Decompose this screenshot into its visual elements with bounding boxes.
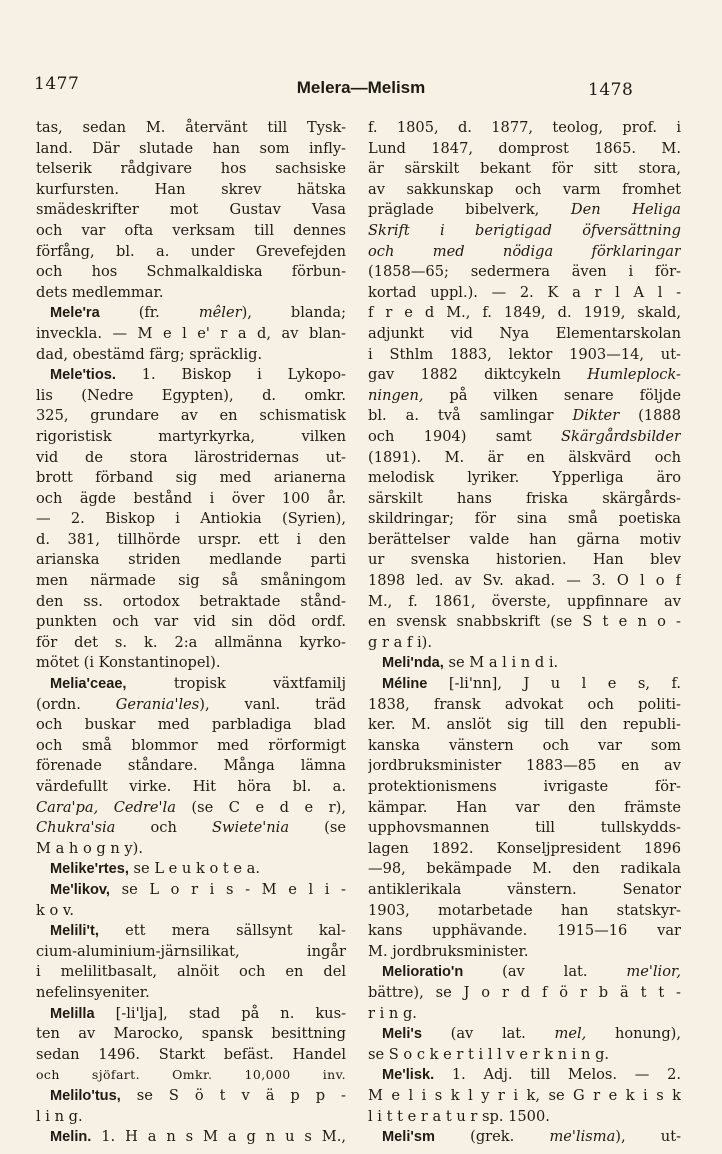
text-line bbox=[36, 1065, 346, 1086]
text-line bbox=[36, 262, 346, 283]
text-line bbox=[36, 406, 346, 427]
text: sedan 1496. Starkt befäst. Handel bbox=[36, 1045, 346, 1063]
text: och små blommor med rörformigt bbox=[36, 736, 346, 754]
text: 1838, fransk advokat och politi- bbox=[368, 695, 681, 713]
text-line bbox=[36, 592, 346, 613]
text-line bbox=[368, 427, 681, 448]
entry-headword-line bbox=[368, 1065, 681, 1086]
text-line bbox=[36, 118, 346, 139]
text: inveckla. — M e l e' r a d, av blan- bbox=[36, 324, 346, 342]
text-line bbox=[36, 612, 346, 633]
text: bl. a. två samlingar bbox=[368, 407, 573, 425]
entry-headword-line bbox=[36, 1127, 346, 1148]
text: adjunkt vid Nya Elementarskolan bbox=[368, 324, 681, 342]
text: mötet (i Konstantinopel). bbox=[36, 654, 221, 672]
text-line bbox=[368, 1004, 681, 1025]
headword: Melili't, bbox=[50, 923, 99, 940]
headword: Meli'sm bbox=[382, 1129, 435, 1146]
text-line bbox=[36, 180, 346, 201]
text: 1898 led. av Sv. akad. — 3. O l o f bbox=[368, 572, 681, 590]
text-line bbox=[368, 180, 681, 201]
left-column bbox=[36, 118, 346, 1148]
text-line bbox=[36, 530, 346, 551]
text-line bbox=[36, 736, 346, 757]
text: M a h o g n y). bbox=[36, 839, 143, 857]
text: ker. M. anslöt sig till den republi- bbox=[368, 716, 681, 734]
italic-text: me'lior, bbox=[626, 963, 681, 981]
text-line bbox=[368, 736, 681, 757]
text-line bbox=[36, 1107, 346, 1128]
text: 1. Adj. till Melos. — 2. bbox=[434, 1066, 681, 1084]
headword: Me'likov, bbox=[50, 881, 110, 898]
italic-text: Skärgårdsbilder bbox=[561, 427, 681, 445]
text-line bbox=[36, 571, 346, 592]
entry-headword-line bbox=[368, 1127, 681, 1148]
text: f r e d M., f. 1849, d. 1919, skald, bbox=[368, 304, 681, 322]
headword: Melilo'tus, bbox=[50, 1087, 121, 1104]
text: dets medlemmar. bbox=[36, 283, 164, 301]
text-line bbox=[36, 653, 346, 674]
text-line bbox=[36, 221, 346, 242]
text: se L e u k o t e a. bbox=[128, 860, 260, 878]
text-line bbox=[36, 283, 346, 304]
text: på vilken senare följde bbox=[423, 386, 681, 404]
text: 1. Biskop i Lykopo- bbox=[115, 366, 346, 384]
text-line bbox=[36, 962, 346, 983]
text: vid de stora lärostridernas ut- bbox=[36, 448, 346, 466]
entry-headword-line bbox=[36, 674, 346, 695]
text-line bbox=[36, 345, 346, 366]
text-line bbox=[36, 468, 346, 489]
text: och bbox=[115, 819, 212, 837]
text: cium-aluminium-järnsilikat, ingår bbox=[36, 942, 346, 960]
text: en svensk snabbskrift (se S t e n o - bbox=[368, 613, 681, 631]
text: k o v. bbox=[36, 901, 75, 919]
text-line bbox=[368, 406, 681, 427]
entry-headword-line bbox=[368, 653, 681, 674]
text-line bbox=[368, 715, 681, 736]
text: brott förband sig med arianerna bbox=[36, 469, 346, 487]
right-page-number: 1478 bbox=[588, 80, 634, 100]
text-line bbox=[36, 756, 346, 777]
text-line bbox=[368, 489, 681, 510]
text-line bbox=[368, 1107, 681, 1128]
text-line bbox=[368, 365, 681, 386]
text: se S ö t v ä p p - bbox=[120, 1086, 346, 1104]
headword: Melike'rtes, bbox=[50, 861, 129, 878]
text: av sakkunskap och varm fromhet bbox=[368, 180, 681, 198]
text: särskilt hans friska skärgårds- bbox=[368, 489, 681, 507]
headword: Melin. bbox=[50, 1129, 92, 1146]
text-line bbox=[36, 200, 346, 221]
italic-text: Den Heliga bbox=[570, 201, 681, 219]
text: dad, obestämd färg; spräcklig. bbox=[36, 345, 263, 363]
text: (1891). M. är en älskvärd och bbox=[368, 448, 681, 466]
headword: Méline bbox=[382, 676, 428, 693]
text: kans upphävande. 1915—16 var bbox=[368, 922, 681, 940]
text: melodisk lyriker. Ypperliga äro bbox=[368, 469, 681, 487]
text-line bbox=[368, 633, 681, 654]
text-line bbox=[36, 386, 346, 407]
text: M. jordbruksminister. bbox=[368, 942, 529, 960]
italic-text: Dikter bbox=[572, 407, 620, 425]
text-line bbox=[36, 901, 346, 922]
text-line bbox=[36, 695, 346, 716]
text: (av lat. bbox=[421, 1025, 555, 1043]
text-line bbox=[36, 1045, 346, 1066]
text: 325, grundare av en schismatisk bbox=[36, 407, 346, 425]
text: antiklerikala vänstern. Senator bbox=[368, 880, 681, 898]
text-line bbox=[368, 901, 681, 922]
text-line bbox=[36, 798, 346, 819]
text: ett mera sällsynt kal- bbox=[98, 922, 346, 940]
text-line bbox=[368, 468, 681, 489]
text: värdefullt virke. Hit höra bl. a. bbox=[36, 778, 346, 795]
entry-headword-line bbox=[368, 674, 681, 695]
text-line bbox=[368, 571, 681, 592]
text: ), ut- bbox=[615, 1128, 681, 1146]
text: (1858—65; sedermera även i för- bbox=[368, 263, 681, 281]
text: M e l i s k l y r i k, se G r e k i s k bbox=[368, 1086, 681, 1104]
text: upphovsmannen till tullskydds- bbox=[368, 819, 681, 837]
headword: Meli's bbox=[382, 1026, 422, 1043]
text-line bbox=[368, 942, 681, 963]
text: l i n g. bbox=[36, 1107, 83, 1125]
text: kurfursten. Han skrev hätska bbox=[36, 180, 346, 198]
text-line bbox=[368, 159, 681, 180]
italic-text: me'lisma bbox=[549, 1128, 616, 1146]
text: f. 1805, d. 1877, teolog, prof. i bbox=[368, 119, 681, 136]
text: i Sthlm 1883, lektor 1903—14, ut- bbox=[368, 345, 681, 363]
text: ur svenska historien. Han blev bbox=[368, 551, 681, 569]
entry-headword-line bbox=[36, 880, 346, 901]
text: och var ofta verksam till dennes bbox=[36, 221, 346, 239]
text: 1903, motarbetade han statskyr- bbox=[368, 901, 681, 919]
text: se S o c k e r t i l l v e r k n i n g. bbox=[368, 1045, 610, 1063]
text: (se bbox=[289, 819, 346, 837]
text: —98, bekämpade M. den radikala bbox=[368, 860, 681, 878]
text: den ss. ortodox betraktade stånd- bbox=[36, 592, 346, 610]
text: — 2. Biskop i Antiokia (Syrien), bbox=[36, 510, 346, 528]
text: gav 1882 diktcykeln bbox=[368, 366, 588, 384]
text-line bbox=[36, 633, 346, 654]
text: smädeskrifter mot Gustav Vasa bbox=[36, 201, 346, 219]
text-line bbox=[36, 715, 346, 736]
running-title: Melera—Melism bbox=[296, 78, 426, 97]
text-line bbox=[368, 859, 681, 880]
text: protektionismens ivrigaste för- bbox=[368, 778, 681, 795]
text: (se C e d e r), bbox=[175, 798, 346, 816]
text-line bbox=[36, 324, 346, 345]
text: (grek. bbox=[434, 1128, 550, 1146]
text: arianska striden medlande parti bbox=[36, 551, 346, 569]
text: kanska vänstern och var som bbox=[368, 736, 681, 754]
text: och sjöfart. Omkr. 10,000 inv. bbox=[36, 1067, 346, 1083]
headword: Mele'tios. bbox=[50, 367, 116, 384]
text-line bbox=[36, 983, 346, 1004]
text: d. 381, tillhörde urspr. ett i den bbox=[36, 530, 346, 548]
text-line bbox=[368, 798, 681, 819]
text-line bbox=[368, 1086, 681, 1107]
text-line bbox=[368, 200, 681, 221]
text-line bbox=[368, 242, 681, 263]
text-line bbox=[368, 550, 681, 571]
text-line bbox=[368, 592, 681, 613]
text: bättre), se J o r d f ö r b ä t t - bbox=[368, 983, 681, 1001]
text-line bbox=[368, 262, 681, 283]
text-line bbox=[368, 695, 681, 716]
text-line bbox=[368, 345, 681, 366]
italic-text: och med nödiga förklaringar bbox=[368, 242, 681, 260]
entry-headword-line bbox=[368, 1024, 681, 1045]
text: är särskilt bekant för sitt stora, bbox=[368, 160, 681, 178]
text: 1. H a n s M a g n u s M., bbox=[91, 1128, 346, 1146]
italic-text: mel, bbox=[554, 1025, 587, 1043]
text: r i n g. bbox=[368, 1004, 417, 1022]
right-column bbox=[368, 118, 681, 1148]
text-line bbox=[36, 942, 346, 963]
text: kortad uppl.). — 2. K a r l A l - bbox=[368, 283, 681, 301]
text: g r a f i). bbox=[368, 633, 432, 651]
italic-text: Skrift i berigtigad öfversättning bbox=[368, 221, 681, 239]
text: förfång, bl. a. under Grevefejden bbox=[36, 242, 346, 260]
text-line bbox=[368, 509, 681, 530]
text-line bbox=[368, 283, 681, 304]
text-line bbox=[368, 448, 681, 469]
text: ten av Marocko, spansk besittning bbox=[36, 1025, 346, 1043]
text: [-li'lja], stad på n. kus- bbox=[94, 1004, 346, 1022]
text: och 1904) samt bbox=[368, 427, 561, 445]
text: nefelinsyeniter. bbox=[36, 983, 150, 1001]
text: [-li'nn], J u l e s, f. bbox=[427, 675, 681, 693]
text: jordbruksminister 1883—85 en av bbox=[368, 757, 681, 775]
text: och buskar med parbladiga blad bbox=[36, 716, 346, 734]
text: se M a l i n d i. bbox=[443, 654, 559, 672]
text: (ordn. bbox=[36, 695, 116, 713]
text: tas, sedan M. återvänt till Tysk- bbox=[36, 119, 346, 136]
text-line bbox=[36, 159, 346, 180]
text-line bbox=[36, 448, 346, 469]
headword: Melia'ceae, bbox=[50, 676, 127, 693]
text: rigoristisk martyrkyrka, vilken bbox=[36, 427, 346, 445]
text: Lund 1847, domprost 1865. M. bbox=[368, 139, 681, 157]
text-line bbox=[368, 303, 681, 324]
text-line bbox=[36, 509, 346, 530]
entry-headword-line bbox=[36, 859, 346, 880]
text: ), vanl. träd bbox=[199, 695, 346, 713]
italic-text: Swiete'nia bbox=[211, 819, 290, 837]
text: skildringar; för sina små poetiska bbox=[368, 510, 681, 528]
text: förenade ståndare. Många lämna bbox=[36, 757, 346, 775]
text: lis (Nedre Egypten), d. omkr. bbox=[36, 386, 346, 404]
text-line bbox=[368, 139, 681, 160]
entry-headword-line bbox=[36, 1086, 346, 1107]
text: (fr. bbox=[99, 304, 199, 322]
text-line bbox=[368, 818, 681, 839]
entry-headword-line bbox=[36, 303, 346, 324]
headword: Melioratio'n bbox=[382, 964, 464, 981]
text-line bbox=[368, 530, 681, 551]
text-line bbox=[36, 839, 346, 860]
italic-text: ningen, bbox=[368, 386, 424, 404]
text: (av lat. bbox=[463, 963, 627, 981]
text: se L o r i s - M e l i - bbox=[109, 880, 346, 898]
headword: Melilla bbox=[50, 1005, 95, 1022]
text-line bbox=[36, 550, 346, 571]
text: och ägde bestånd i över 100 år. bbox=[36, 489, 346, 507]
text: ), blanda; bbox=[241, 304, 346, 322]
text-line bbox=[368, 324, 681, 345]
text-line bbox=[368, 983, 681, 1004]
text-line bbox=[368, 612, 681, 633]
text: tropisk växtfamilj bbox=[126, 675, 346, 693]
text: lagen 1892. Konseljpresident 1896 bbox=[368, 839, 681, 857]
text: för det s. k. 2:a allmänna kyrko- bbox=[36, 633, 346, 651]
text: (1888 bbox=[619, 407, 681, 425]
text-line bbox=[36, 1024, 346, 1045]
text-line bbox=[368, 118, 681, 139]
text: kämpar. Han var den främste bbox=[368, 798, 681, 816]
entry-headword-line bbox=[36, 365, 346, 386]
left-page-number: 1477 bbox=[34, 74, 80, 94]
italic-text: mêler bbox=[198, 304, 242, 322]
text: telserik rådgivare hos sachsiske bbox=[36, 160, 346, 178]
entry-headword-line bbox=[36, 1004, 346, 1025]
text: men närmade sig så småningom bbox=[36, 572, 346, 590]
text-line bbox=[368, 880, 681, 901]
text: präglade bibelverk, bbox=[368, 201, 571, 219]
text-line bbox=[368, 221, 681, 242]
text-line bbox=[368, 921, 681, 942]
page-header bbox=[0, 74, 722, 104]
text: punkten och var vid sin död ordf. bbox=[36, 613, 346, 631]
entry-headword-line bbox=[368, 962, 681, 983]
text-line bbox=[368, 386, 681, 407]
text-line bbox=[36, 139, 346, 160]
italic-text: Gerania'les bbox=[115, 695, 200, 713]
headword: Me'lisk. bbox=[382, 1067, 435, 1084]
italic-text: Humleplock- bbox=[587, 366, 681, 384]
text-line bbox=[368, 777, 681, 798]
text: l i t t e r a t u r sp. 1500. bbox=[368, 1107, 550, 1125]
text: land. Där slutade han som infly- bbox=[36, 139, 346, 157]
text-line bbox=[368, 1045, 681, 1066]
text-line bbox=[36, 777, 346, 798]
text-line bbox=[36, 242, 346, 263]
entry-headword-line bbox=[36, 921, 346, 942]
text: i melilitbasalt, alnöit och en del bbox=[36, 963, 346, 981]
italic-text: Cara'pa, Cedre'la bbox=[36, 798, 176, 816]
text-line bbox=[36, 427, 346, 448]
text-line bbox=[368, 756, 681, 777]
text-line bbox=[368, 839, 681, 860]
text: berättelser valde han gärna motiv bbox=[368, 530, 681, 548]
text: M., f. 1861, överste, uppfinnare av bbox=[368, 592, 681, 610]
text-line bbox=[36, 489, 346, 510]
text: och hos Schmalkaldiska förbun- bbox=[36, 263, 346, 281]
headword: Mele'ra bbox=[50, 305, 100, 322]
italic-text: Chukra'sia bbox=[36, 819, 116, 837]
text-line bbox=[36, 818, 346, 839]
text: honung), bbox=[586, 1025, 681, 1043]
headword: Meli'nda, bbox=[382, 655, 444, 672]
